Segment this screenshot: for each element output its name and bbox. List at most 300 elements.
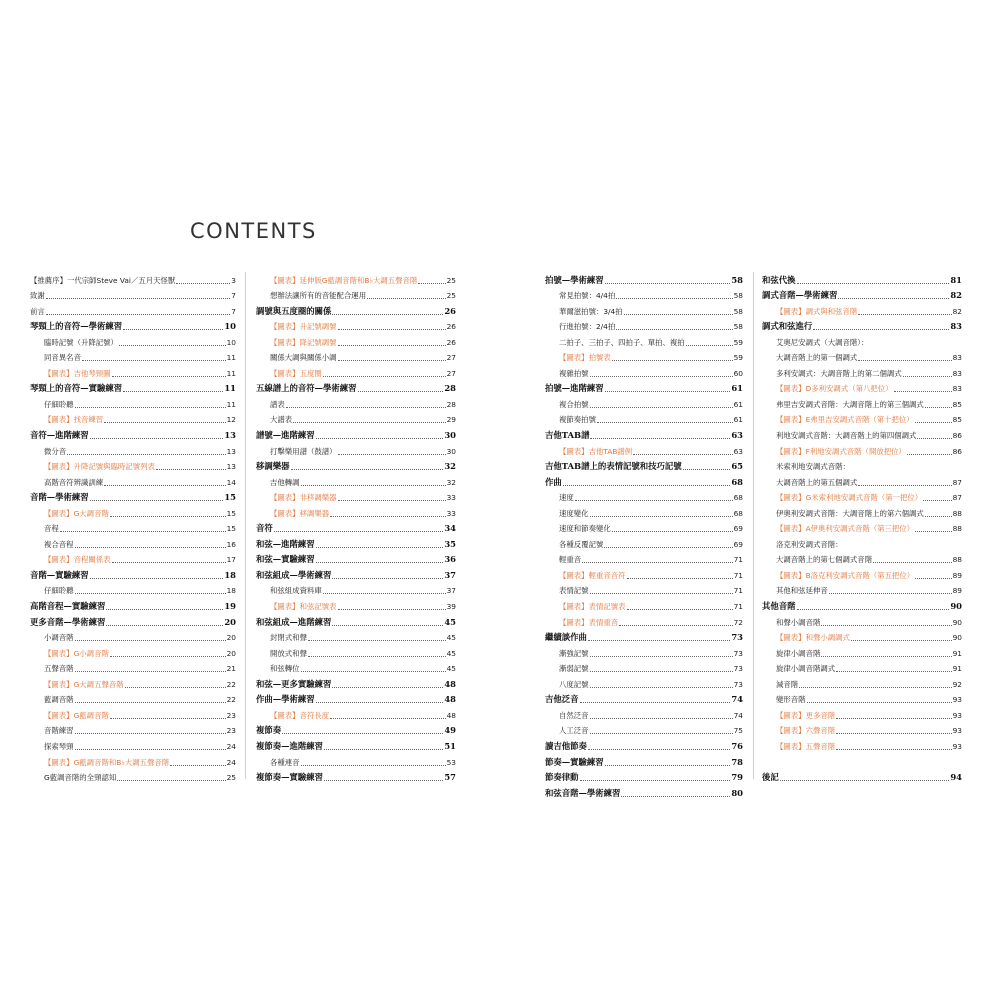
toc-entry-label: 行進拍號：2/4拍 <box>559 322 616 332</box>
toc-leader-dots <box>588 639 730 641</box>
toc-page-number: 69 <box>733 524 743 534</box>
toc-entry-label: 拍號—學術練習 <box>545 274 604 285</box>
toc-entry-label: 臨時記號（升降記號） <box>44 337 118 347</box>
toc-subentry[interactable] <box>545 550 743 566</box>
toc-chapter-entry[interactable] <box>256 519 456 535</box>
toc-subentry[interactable] <box>30 410 236 426</box>
toc-leader-dots <box>590 592 733 594</box>
toc-leader-dots <box>332 577 443 579</box>
toc-leader-dots <box>75 406 226 408</box>
toc-entry-label: 【圖表】F利地安調式音階（開放把位） <box>776 446 906 456</box>
toc-subentry[interactable] <box>545 363 743 379</box>
toc-entry-label: 和弦轉位 <box>270 664 300 674</box>
toc-chapter-entry[interactable] <box>545 736 743 752</box>
toc-entry-label: 【圖表】移調樂器 <box>270 508 330 518</box>
toc-subentry[interactable] <box>256 317 456 333</box>
toc-subentry[interactable] <box>30 581 236 597</box>
toc-leader-dots <box>274 530 444 532</box>
toc-subentry[interactable] <box>762 659 962 675</box>
toc-page-number: 83 <box>950 321 962 332</box>
toc-leader-dots <box>597 421 733 423</box>
toc-leader-dots <box>813 328 949 330</box>
toc-page-number: 35 <box>444 538 456 549</box>
toc-leader-dots <box>605 764 731 766</box>
toc-entry-label: 仔細聆聽 <box>44 586 74 596</box>
toc-subentry[interactable] <box>30 301 236 317</box>
toc-subentry[interactable] <box>762 519 962 535</box>
toc-column-1 <box>30 270 236 783</box>
toc-entry-label: 自然泛音 <box>559 710 589 720</box>
toc-page-number: 25 <box>446 291 456 301</box>
toc-entry-label: 【圖表】非移調樂器 <box>270 493 337 503</box>
toc-chapter-entry[interactable] <box>256 690 456 706</box>
toc-chapter-entry[interactable] <box>545 690 743 706</box>
toc-chapter-entry[interactable] <box>762 317 962 333</box>
toc-subentry[interactable] <box>545 534 743 550</box>
toc-entry-label: 琴頸上的音符—實驗練習 <box>30 383 123 394</box>
toc-chapter-entry[interactable] <box>762 270 962 286</box>
toc-subentry[interactable] <box>762 425 962 441</box>
toc-subentry[interactable] <box>545 348 743 364</box>
toc-subentry[interactable] <box>30 394 236 410</box>
toc-chapter-entry[interactable] <box>30 596 236 612</box>
toc-chapter-entry[interactable] <box>30 612 236 628</box>
toc-subentry[interactable] <box>30 705 236 721</box>
toc-chapter-entry[interactable] <box>256 301 456 317</box>
toc-entry-label: 高階音程—實驗練習 <box>30 601 106 612</box>
toc-page-number: 22 <box>226 695 236 705</box>
toc-chapter-entry[interactable] <box>30 317 236 333</box>
toc-entry-label: 音符 <box>256 523 273 534</box>
toc-leader-dots <box>616 297 732 299</box>
toc-leader-dots <box>605 282 731 284</box>
toc-leader-dots <box>75 748 226 750</box>
toc-page-number: 93 <box>952 710 962 720</box>
toc-leader-dots <box>590 437 730 439</box>
toc-entry-label: 封閉式和聲 <box>270 633 307 643</box>
toc-leader-dots <box>917 437 951 439</box>
toc-chapter-entry[interactable] <box>256 534 456 550</box>
toc-entry-label: 【圖表】G藍調音階和B♭大調五聲音階 <box>44 757 170 767</box>
toc-leader-dots <box>612 530 733 532</box>
toc-page-number: 19 <box>224 601 236 612</box>
toc-subentry[interactable] <box>545 441 743 457</box>
toc-entry-label: 吉他TAB譜上的表情記號和技巧記號 <box>545 461 682 472</box>
toc-subentry[interactable] <box>545 301 743 317</box>
toc-entry-label: 【圖表】表情記號表 <box>559 602 626 612</box>
toc-subentry[interactable] <box>30 503 236 519</box>
toc-entry-label: 艾奧尼安調式（大調音階）： <box>776 337 869 347</box>
toc-entry-label: 【圖表】五聲音階 <box>776 741 836 751</box>
toc-leader-dots <box>851 639 952 641</box>
toc-subentry[interactable] <box>30 270 236 286</box>
toc-leader-dots <box>915 577 951 579</box>
toc-entry-label: 同音異名音 <box>44 353 81 363</box>
toc-subentry[interactable] <box>545 503 743 519</box>
toc-subentry[interactable] <box>762 410 962 426</box>
toc-subentry[interactable] <box>762 472 962 488</box>
toc-entry-label: 和弦—更多實驗練習 <box>256 678 332 689</box>
toc-entry-label: 【推薦序】一代宗師Steve Vai／五月天怪獸 <box>30 275 176 285</box>
toc-chapter-entry[interactable] <box>30 425 236 441</box>
toc-chapter-entry[interactable] <box>30 379 236 395</box>
toc-page-number: 13 <box>226 462 236 472</box>
toc-chapter-entry[interactable] <box>256 379 456 395</box>
toc-subentry[interactable] <box>30 534 236 550</box>
toc-subentry[interactable] <box>30 659 236 675</box>
toc-column-3 <box>545 270 743 799</box>
toc-chapter-entry[interactable] <box>256 457 456 473</box>
toc-leader-dots <box>156 468 226 470</box>
toc-leader-dots <box>838 297 949 299</box>
toc-page-number: 89 <box>952 586 962 596</box>
toc-leader-dots <box>90 577 224 579</box>
toc-entry-label: 【圖表】調式與和弦音階 <box>776 306 858 316</box>
toc-entry-label: 藍調音階 <box>44 695 74 705</box>
toc-page-number: 32 <box>444 461 456 472</box>
toc-leader-dots <box>915 421 952 423</box>
toc-entry-label: 【圖表】升記號調號 <box>270 322 337 332</box>
toc-subentry[interactable] <box>30 441 236 457</box>
toc-entry-label: 【圖表】輕重音音符 <box>559 570 626 580</box>
toc-leader-dots <box>308 639 446 641</box>
toc-subentry[interactable] <box>762 690 962 706</box>
toc-leader-dots <box>627 608 733 610</box>
toc-page-number: 45 <box>446 648 456 658</box>
toc-page-number: 89 <box>952 570 962 580</box>
toc-chapter-entry[interactable] <box>545 752 743 768</box>
toc-entry-label: 調號與五度圈的關係 <box>256 305 332 316</box>
toc-leader-dots <box>590 670 733 672</box>
toc-chapter-entry[interactable] <box>256 612 456 628</box>
toc-subentry[interactable] <box>30 628 236 644</box>
toc-leader-dots <box>110 717 226 719</box>
toc-page-number: 60 <box>733 368 743 378</box>
toc-chapter-entry[interactable] <box>545 628 743 644</box>
toc-subentry[interactable] <box>545 565 743 581</box>
toc-subentry[interactable] <box>762 674 962 690</box>
toc-subentry[interactable] <box>762 565 962 581</box>
toc-page-number: 75 <box>733 726 743 736</box>
toc-chapter-entry[interactable] <box>545 472 743 488</box>
toc-subentry[interactable] <box>545 488 743 504</box>
toc-subentry[interactable] <box>256 363 456 379</box>
toc-subentry[interactable] <box>256 643 456 659</box>
toc-page-number: 33 <box>446 508 456 518</box>
toc-leader-dots <box>588 748 730 750</box>
toc-entry-label: 和弦組成資料庫 <box>270 586 322 596</box>
toc-subentry[interactable] <box>545 581 743 597</box>
toc-chapter-entry[interactable] <box>545 783 743 799</box>
toc-page-number: 48 <box>444 694 456 705</box>
toc-column-2 <box>256 270 456 783</box>
toc-leader-dots <box>627 577 733 579</box>
toc-chapter-entry[interactable] <box>256 425 456 441</box>
toc-entry-label: 複合拍號 <box>559 399 589 409</box>
toc-subentry[interactable] <box>762 457 962 473</box>
toc-subentry[interactable] <box>762 612 962 628</box>
toc-chapter-entry[interactable] <box>762 596 962 612</box>
toc-subentry[interactable] <box>30 457 236 473</box>
toc-page-number: 12 <box>226 415 236 425</box>
toc-page-number: 11 <box>226 368 236 378</box>
toc-subentry[interactable] <box>545 410 743 426</box>
toc-subentry[interactable] <box>545 317 743 333</box>
toc-leader-dots <box>338 328 446 330</box>
toc-subentry[interactable] <box>762 736 962 752</box>
toc-subentry[interactable] <box>256 596 456 612</box>
toc-leader-dots <box>624 313 733 315</box>
toc-entry-label: 華爾滋拍號：3/4拍 <box>559 306 623 316</box>
toc-leader-dots <box>316 437 444 439</box>
toc-page-number: 30 <box>444 430 456 441</box>
toc-subentry[interactable] <box>762 348 962 364</box>
toc-subentry[interactable] <box>30 363 236 379</box>
toc-subentry[interactable] <box>762 488 962 504</box>
toc-chapter-entry[interactable] <box>545 270 743 286</box>
toc-entry-label: 【圖表】和弦記號表 <box>270 602 337 612</box>
toc-entry-label: 人工泛音 <box>559 726 589 736</box>
toc-leader-dots <box>106 608 223 610</box>
toc-leader-dots <box>903 375 952 377</box>
toc-page-number: 3 <box>231 275 236 285</box>
toc-subentry[interactable] <box>30 752 236 768</box>
toc-subentry[interactable] <box>545 519 743 535</box>
toc-leader-dots <box>282 732 443 734</box>
column-divider <box>753 272 754 779</box>
toc-leader-dots <box>338 453 446 455</box>
toc-chapter-entry[interactable] <box>256 736 456 752</box>
toc-subentry[interactable] <box>30 674 236 690</box>
toc-page-number: 82 <box>952 306 962 316</box>
toc-subentry[interactable] <box>545 596 743 612</box>
toc-subentry[interactable] <box>762 394 962 410</box>
toc-subentry[interactable] <box>762 705 962 721</box>
toc-subentry[interactable] <box>30 550 236 566</box>
toc-chapter-entry[interactable] <box>256 674 456 690</box>
toc-leader-dots <box>367 297 446 299</box>
toc-entry-label: 【圖表】G小調音階 <box>44 648 109 658</box>
toc-subentry[interactable] <box>256 270 456 286</box>
toc-subentry[interactable] <box>30 348 236 364</box>
toc-leader-dots <box>316 546 444 548</box>
toc-subentry[interactable] <box>256 659 456 675</box>
toc-leader-dots <box>330 717 445 719</box>
toc-subentry[interactable] <box>30 768 236 784</box>
toc-subentry[interactable] <box>762 379 962 395</box>
toc-chapter-entry[interactable] <box>762 752 962 783</box>
toc-entry-label: 弗里吉安調式音階：大調音階上的第三個調式 <box>776 399 924 409</box>
toc-subentry[interactable] <box>545 674 743 690</box>
toc-subentry[interactable] <box>256 410 456 426</box>
toc-subentry[interactable] <box>30 690 236 706</box>
toc-page-number: 13 <box>224 430 236 441</box>
toc-leader-dots <box>75 639 226 641</box>
toc-page-number: 80 <box>731 787 743 798</box>
toc-subentry[interactable] <box>545 332 743 348</box>
toc-entry-label: 複節奏拍號 <box>559 415 596 425</box>
toc-subentry[interactable] <box>30 519 236 535</box>
toc-entry-label: 高階音符辨識訓練 <box>44 477 104 487</box>
toc-entry-label: 【圖表】吉他TAB譜例 <box>559 446 633 456</box>
toc-subentry[interactable] <box>545 394 743 410</box>
toc-entry-label: 和弦組成—進階練習 <box>256 616 332 627</box>
toc-page-number: 26 <box>446 337 456 347</box>
toc-leader-dots <box>418 282 445 284</box>
toc-subentry[interactable] <box>762 503 962 519</box>
toc-entry-label: 音符—進階練習 <box>30 430 89 441</box>
toc-page-number: 22 <box>226 679 236 689</box>
toc-page-number: 18 <box>226 586 236 596</box>
toc-page-number: 28 <box>446 399 456 409</box>
toc-entry-label: 常見拍號：4/4拍 <box>559 291 616 301</box>
toc-entry-label: 和弦代換 <box>762 274 796 285</box>
toc-leader-dots <box>332 686 443 688</box>
toc-subentry[interactable] <box>762 581 962 597</box>
toc-entry-label: 前言 <box>30 306 45 316</box>
toc-page-number: 23 <box>226 726 236 736</box>
toc-chapter-entry[interactable] <box>256 721 456 737</box>
toc-leader-dots <box>907 453 952 455</box>
toc-subentry[interactable] <box>256 332 456 348</box>
toc-leader-dots <box>575 499 733 501</box>
toc-chapter-entry[interactable] <box>256 565 456 581</box>
toc-page-number: 81 <box>950 274 962 285</box>
toc-subentry[interactable] <box>30 332 236 348</box>
toc-subentry[interactable] <box>545 612 743 628</box>
toc-page-number: 82 <box>950 290 962 301</box>
toc-subentry[interactable] <box>256 705 456 721</box>
toc-chapter-entry[interactable] <box>256 550 456 566</box>
toc-entry-label: 移調樂器 <box>256 461 290 472</box>
toc-entry-label: 大調音階上的第一個調式 <box>776 353 858 363</box>
toc-leader-dots <box>104 421 225 423</box>
toc-leader-dots <box>75 546 226 548</box>
toc-leader-dots <box>104 484 225 486</box>
toc-subentry[interactable] <box>256 441 456 457</box>
toc-entry-label: 吉他泛音 <box>545 694 579 705</box>
toc-subentry[interactable] <box>30 643 236 659</box>
toc-leader-dots <box>836 717 951 719</box>
toc-subentry[interactable] <box>256 503 456 519</box>
toc-subentry[interactable] <box>762 441 962 457</box>
toc-entry-label: 【圖表】拍號表 <box>559 353 611 363</box>
toc-leader-dots <box>338 499 446 501</box>
toc-subentry[interactable] <box>545 705 743 721</box>
toc-page-number: 58 <box>733 322 743 332</box>
toc-subentry[interactable] <box>256 286 456 302</box>
toc-subentry[interactable] <box>256 394 456 410</box>
toc-subentry[interactable] <box>762 550 962 566</box>
toc-entry-label: 洛克利安調式音階： <box>776 539 843 549</box>
toc-subentry[interactable] <box>545 643 743 659</box>
toc-entry-label: 和弦音階—學術練習 <box>545 787 621 798</box>
toc-chapter-entry[interactable] <box>762 286 962 302</box>
toc-entry-label: 作曲 <box>545 476 562 487</box>
toc-page-number: 71 <box>733 586 743 596</box>
toc-page-number: 16 <box>226 539 236 549</box>
toc-page-number: 74 <box>731 694 743 705</box>
toc-page-number: 45 <box>444 616 456 627</box>
toc-subentry[interactable] <box>545 721 743 737</box>
toc-page-number: 90 <box>950 601 962 612</box>
toc-entry-label: 關係大調與關係小調 <box>270 353 337 363</box>
toc-entry-label: 複節奏 <box>256 725 282 736</box>
toc-leader-dots <box>301 670 446 672</box>
toc-chapter-entry[interactable] <box>545 768 743 784</box>
toc-page-number: 73 <box>733 679 743 689</box>
toc-leader-dots <box>60 530 226 532</box>
toc-subentry[interactable] <box>256 472 456 488</box>
toc-subentry[interactable] <box>256 581 456 597</box>
toc-leader-dots <box>858 359 951 361</box>
toc-subentry[interactable] <box>30 736 236 752</box>
toc-leader-dots <box>621 795 730 797</box>
toc-entry-label: 其他音階 <box>762 601 796 612</box>
toc-page-number: 21 <box>226 664 236 674</box>
toc-entry-label: 旋律小調音階調式 <box>776 664 836 674</box>
toc-leader-dots <box>286 406 446 408</box>
toc-entry-label: 【圖表】表情重音 <box>559 617 619 627</box>
toc-subentry[interactable] <box>30 472 236 488</box>
toc-subentry[interactable] <box>762 301 962 317</box>
toc-subentry[interactable] <box>545 659 743 675</box>
toc-entry-label: 其他和弦延伸音 <box>776 586 828 596</box>
toc-entry-label: 輕重音 <box>559 555 582 565</box>
toc-page-number: 93 <box>952 726 962 736</box>
toc-subentry[interactable] <box>762 721 962 737</box>
toc-entry-label: 拍號—進階練習 <box>545 383 604 394</box>
toc-page-number: 85 <box>952 399 962 409</box>
toc-subentry[interactable] <box>545 286 743 302</box>
toc-leader-dots <box>683 468 731 470</box>
toc-subentry[interactable] <box>762 643 962 659</box>
toc-leader-dots <box>332 624 443 626</box>
toc-subentry[interactable] <box>30 721 236 737</box>
toc-entry-label: 複節奏—進階練習 <box>256 740 323 751</box>
toc-leader-dots <box>323 375 446 377</box>
toc-chapter-entry[interactable] <box>545 457 743 473</box>
toc-subentry[interactable] <box>762 332 962 348</box>
toc-subentry[interactable] <box>256 628 456 644</box>
toc-entry-label: 和弦組成—學術練習 <box>256 569 332 580</box>
toc-page-number: 28 <box>444 383 456 394</box>
toc-subentry[interactable] <box>762 628 962 644</box>
toc-page-number: 15 <box>226 508 236 518</box>
toc-entry-label: 漸弱記號 <box>559 664 589 674</box>
toc-entry-label: 後記 <box>762 771 779 782</box>
toc-chapter-entry[interactable] <box>30 565 236 581</box>
toc-subentry[interactable] <box>30 286 236 302</box>
toc-entry-label: 旋律小調音階 <box>776 648 821 658</box>
toc-chapter-entry[interactable] <box>545 425 743 441</box>
toc-chapter-entry[interactable] <box>545 379 743 395</box>
toc-subentry[interactable] <box>762 534 962 550</box>
toc-entry-label: 表情記號 <box>559 586 589 596</box>
toc-entry-label: 速度變化 <box>559 508 589 518</box>
toc-subentry[interactable] <box>762 363 962 379</box>
toc-subentry[interactable] <box>256 752 456 768</box>
toc-chapter-entry[interactable] <box>256 768 456 784</box>
toc-subentry[interactable] <box>256 488 456 504</box>
toc-page-number: 68 <box>733 493 743 503</box>
toc-entry-label: 想辦法讓所有的音能配合運用 <box>270 291 367 301</box>
toc-chapter-entry[interactable] <box>30 488 236 504</box>
toc-leader-dots <box>46 297 231 299</box>
toc-subentry[interactable] <box>256 348 456 364</box>
toc-leader-dots <box>90 437 224 439</box>
toc-leader-dots <box>925 515 952 517</box>
